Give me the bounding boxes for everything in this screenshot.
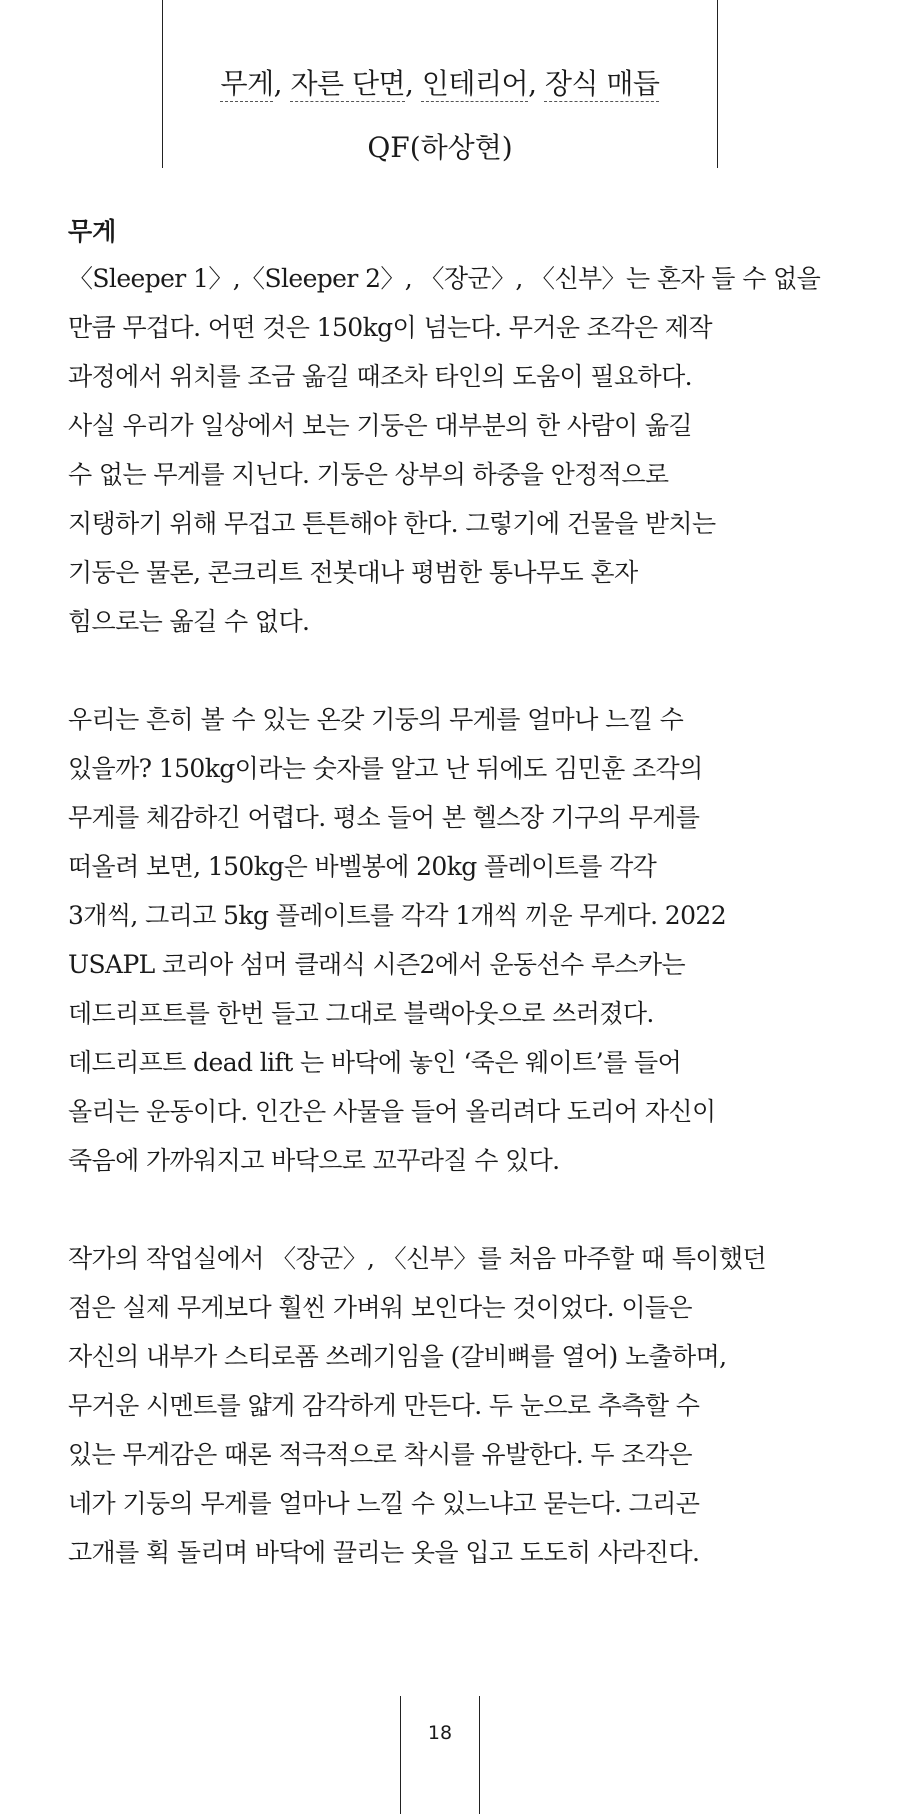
article-body: [68, 210, 821, 1626]
text-line: 점은 실제 무게보다 훨씬 가벼워 보인다는 것이었다. 이들은: [68, 1293, 692, 1322]
keyword-weight: 무게: [220, 67, 274, 100]
text-line: 우리는 흔히 볼 수 있는 온갖 기둥의 무게를 얼마나 느낄 수: [68, 705, 684, 734]
text-line: 과정에서 위치를 조금 옮길 때조차 타인의 도움이 필요하다.: [68, 362, 692, 391]
text-line: 떠올려 보면, 150kg은 바벨봉에 20kg 플레이트를 각각: [68, 852, 657, 881]
text-line: 수 없는 무게를 지닌다. 기둥은 상부의 하중을 안정적으로: [68, 460, 669, 489]
keyword-interior: 인테리어: [421, 67, 529, 100]
text-line: 올리는 운동이다. 인간은 사물을 들어 올리려다 도리어 자신이: [68, 1097, 716, 1126]
paragraph-3: [68, 1234, 808, 1577]
header-title: [163, 56, 717, 112]
text-line: 무거운 시멘트를 얇게 감각하게 만든다. 두 눈으로 추측할 수: [68, 1391, 700, 1420]
title-separator: ,: [273, 67, 291, 100]
header-right-rule: [717, 0, 718, 168]
text-line: 기둥은 물론, 콘크리트 전봇대나 평범한 통나무도 혼자: [68, 558, 638, 587]
page-header: [163, 56, 717, 168]
text-line: 고개를 획 돌리며 바닥에 끌리는 옷을 입고 도도히 사라진다.: [68, 1538, 700, 1567]
text-line: 죽음에 가까워지고 바닥으로 꼬꾸라질 수 있다.: [68, 1146, 560, 1175]
text-line: 자신의 내부가 스티로폼 쓰레기임을 (갈비뼈를 열어) 노출하며,: [68, 1342, 727, 1371]
section-heading: 무게: [68, 217, 117, 246]
text-line: 작가의 작업실에서 〈장군〉, 〈신부〉를 처음 마주할 때 특이했던: [68, 1244, 767, 1273]
text-line: 힘으로는 옮길 수 없다.: [68, 607, 310, 636]
text-line: 네가 기둥의 무게를 얼마나 느낄 수 있느냐고 묻는다. 그리곤: [68, 1489, 700, 1518]
text-line: 만큼 무겁다. 어떤 것은 150kg이 넘는다. 무거운 조각은 제작: [68, 313, 712, 342]
text-line: 있는 무게감은 때론 적극적으로 착시를 유발한다. 두 조각은: [68, 1440, 692, 1469]
paragraph-2: [68, 695, 808, 1185]
keyword-cut-section: 자른 단면: [290, 67, 406, 100]
title-separator: ,: [528, 67, 545, 100]
paragraph-1: [68, 254, 821, 646]
text-line: 〈Sleeper 1〉,〈Sleeper 2〉, 〈장군〉, 〈신부〉는 혼자 들 수 없을: [68, 264, 821, 293]
text-line: 3개씩, 그리고 5kg 플레이트를 각각 1개씩 끼운 무게다. 2022: [68, 901, 727, 930]
text-line: 있을까? 150kg이라는 숫자를 알고 난 뒤에도 김민훈 조각의: [68, 754, 703, 783]
page-number: 18: [427, 1722, 453, 1744]
text-line: USAPL 코리아 섬머 클래식 시즌2에서 운동선수 루스카는: [68, 950, 686, 979]
keyword-decorative-knot: 장식 매듭: [544, 67, 660, 100]
title-separator: ,: [405, 67, 422, 100]
text-line: 지탱하기 위해 무겁고 튼튼해야 한다. 그렇기에 건물을 받치는: [68, 509, 716, 538]
text-line: 데드리프트 dead lift 는 바닥에 놓인 ‘죽은 웨이트’를 들어: [68, 1048, 682, 1077]
text-line: 무게를 체감하긴 어렵다. 평소 들어 본 헬스장 기구의 무게를: [68, 803, 700, 832]
footer-left-rule: [400, 1696, 401, 1814]
text-line: 사실 우리가 일상에서 보는 기둥은 대부분의 한 사람이 옮길: [68, 411, 692, 440]
text-line: 데드리프트를 한번 들고 그대로 블랙아웃으로 쓰러졌다.: [68, 999, 654, 1028]
header-author: QF(하상현): [367, 131, 513, 164]
footer-right-rule: [479, 1696, 480, 1814]
